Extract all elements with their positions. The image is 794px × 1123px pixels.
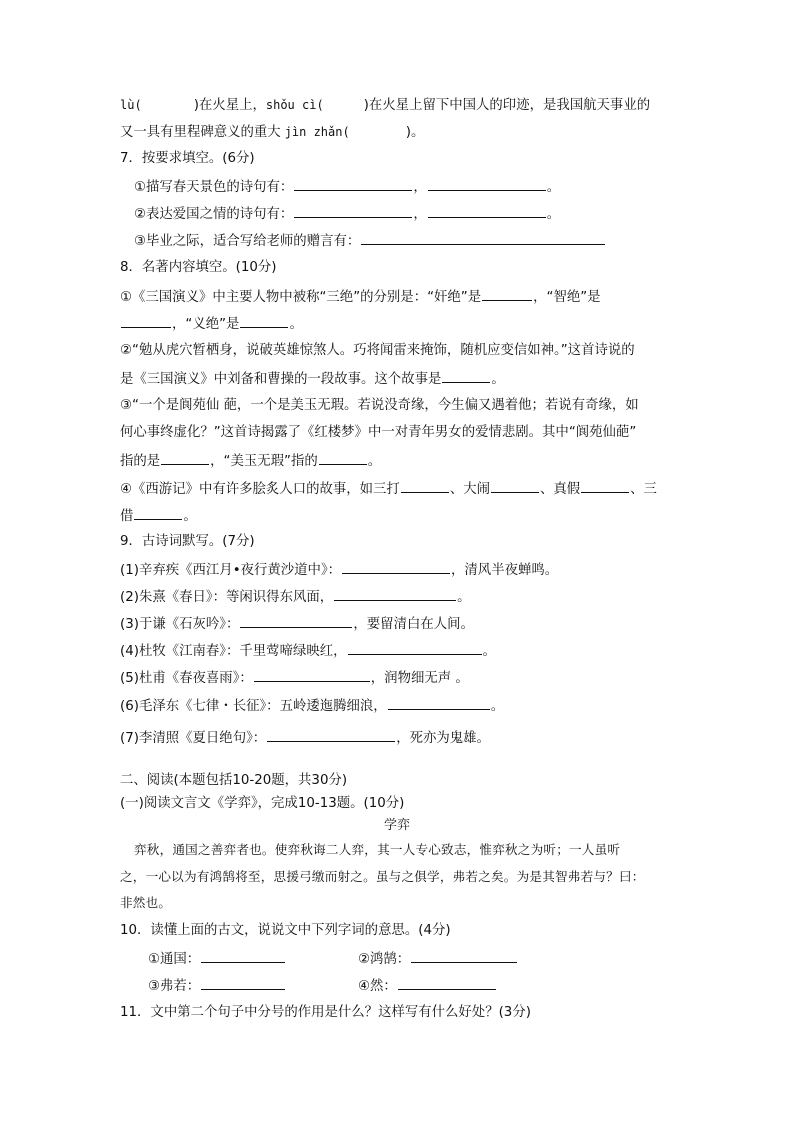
q8-b-line-2 [120,369,505,389]
q10-word-2 [358,949,518,969]
text-segment: 、真假 [540,482,581,497]
punct: 。 [183,509,197,524]
answer-blank[interactable] [267,728,395,742]
q8-c-line-2: 何心事终虚化？”这首诗揭露了《红楼梦》中一对青年男女的爱情悲剧。其中“阆苑仙葩” [120,425,637,440]
q8-a-line-1 [120,287,601,307]
text-segment: (5)杜甫《春夜喜雨》： [120,671,253,686]
q7-item-label: ①描写春天景色的诗句有： [134,180,294,195]
text-segment: 又一具有里程碑意义的重大 [120,125,281,140]
pinyin-jinzhan: jìn zhǎn( [284,125,350,139]
pinyin-shouci: shǒu cì( [265,98,324,112]
text-segment: 指的是 [120,454,161,469]
q7-item-1 [134,177,560,197]
text-segment: 、三 [630,482,657,497]
q9-poem-6 [120,696,504,716]
answer-blank[interactable] [294,204,412,218]
pinyin-lu: lù( [120,98,142,112]
section-2-heading: 二、阅读(本题包括10-20题，共30分) [120,773,348,788]
q9-poem-7 [120,728,490,748]
text-segment: )在火星上留下中国人的印迹，是我国航天事业的 [363,98,651,113]
punct: 。 [546,207,561,222]
question-9-title: 9．古诗词默写。(7分) [120,534,255,549]
text-segment: )在火星上， [193,98,266,113]
text-segment: (2)朱熹《春日》：等闲识得东风面， [120,590,334,605]
text-segment: ②鸿鹄： [358,952,411,967]
q10-word-3 [148,976,286,996]
answer-blank[interactable] [134,506,182,520]
q10-word-1 [148,949,286,969]
answer-blank[interactable] [428,177,546,191]
q9-poem-5 [120,668,469,688]
answer-blank[interactable] [398,976,496,990]
text-segment: ，“智绝”是 [533,290,601,305]
text-segment: 是《三国演义》中刘备和曹操的一段故事。这个故事是 [120,372,442,387]
question-8-title: 8．名著内容填空。(10分) [120,260,277,275]
text-segment: )。 [405,125,425,140]
answer-blank[interactable] [581,479,629,493]
text-segment: (7)李清照《夏日绝句》： [120,731,267,746]
q7-item-label: ③毕业之际，适合写给老师的赠言有： [134,234,361,249]
text-segment: ，“美玉无瑕”指的 [210,454,318,469]
text-segment: ，“义绝”是 [172,317,240,332]
q8-a-line-2 [120,314,303,334]
q7-item-label: ②表达爱国之情的诗句有： [134,207,294,222]
pinyin-line-2 [120,123,424,142]
q7-item-3 [134,231,606,251]
punct: ， [413,207,427,222]
q8-c-line-3 [120,451,381,471]
passage-line-1: 弈秋，通国之善弈者也。使弈秋诲二人弈，其一人专心致志，惟弈秋之为听；一人虽听 [134,842,621,857]
text-segment: ，清风半夜蝉鸣。 [451,563,559,578]
text-segment: ④《西游记》中有许多脍炙人口的故事，如三打 [120,482,400,497]
pinyin-line-1 [120,96,650,115]
punct: 。 [289,317,303,332]
passage-title: 学弈 [383,818,410,833]
passage-line-2: 之，一心以为有鸿鹄将至，思援弓缴而射之。虽与之俱学，弗若之矣。为是其智弗若与？曰： [120,869,645,884]
text-segment: ④然： [358,979,397,994]
answer-blank[interactable] [240,314,288,328]
text-segment: ①《三国演义》中主要人物中被称“三绝”的分别是：“奸绝”是 [120,290,482,305]
answer-blank[interactable] [240,614,352,628]
answer-blank[interactable] [491,479,539,493]
q7-item-2 [134,204,560,224]
answer-blank[interactable] [121,314,171,328]
q9-poem-4 [120,641,496,661]
answer-blank[interactable] [201,949,285,963]
punct: 。 [490,699,505,714]
q8-c-line-1: ③“一个是阆苑仙 葩，一个是美玉无瑕。若说没奇缘，今生偏又遇着他；若说有奇缘，如 [120,398,639,413]
answer-blank[interactable] [482,287,532,301]
text-segment: (6)毛泽东《七律・长征》：五岭逶迤腾细浪， [120,699,387,714]
question-10-title: 10．读懂上面的古文，说说文中下列字词的意思。(4分) [120,923,451,938]
section-2-subheading: (一)阅读文言文《学弈》，完成10-13题。(10分) [120,796,405,811]
answer-blank[interactable] [334,587,456,601]
text-segment: (4)杜牧《江南春》：千里莺啼绿映红， [120,644,347,659]
answer-blank[interactable] [442,369,490,383]
answer-blank[interactable] [401,479,449,493]
text-segment: ，润物细无声 。 [370,671,469,686]
answer-blank[interactable] [411,949,517,963]
punct: 。 [491,372,505,387]
answer-blank[interactable] [161,451,209,465]
q9-poem-1 [120,560,558,580]
text-segment: ③弗若： [148,979,201,994]
answer-blank[interactable] [319,451,367,465]
punct: 。 [482,644,496,659]
question-7-title: 7．按要求填空。(6分) [120,151,255,166]
q8-d-line-1 [120,479,657,499]
q10-word-4 [358,976,497,996]
answer-blank[interactable] [294,177,412,191]
text-segment: (1)辛弃疾《西江月•夜行黄沙道中》： [120,563,342,578]
question-11-title: 11．文中第二个句子中分号的作用是什么？这样写有什么好处？(3分) [120,1005,531,1020]
q8-d-line-2 [120,506,197,526]
punct: 。 [546,180,561,195]
answer-blank[interactable] [348,641,482,655]
q9-poem-3 [120,614,474,634]
q9-poem-2 [120,587,471,607]
answer-blank[interactable] [428,204,546,218]
passage-line-3: 非然也。 [120,895,172,910]
punct: 。 [367,454,382,469]
text-segment: ，死亦为鬼雄。 [396,731,490,746]
answer-blank[interactable] [201,976,285,990]
answer-blank[interactable] [388,696,490,710]
punct: 。 [457,590,471,605]
text-segment: ①通国： [148,952,201,967]
answer-blank[interactable] [342,560,450,574]
answer-blank[interactable] [361,231,605,245]
text-segment: 、大闹 [449,482,490,497]
q8-b-line-1: ②“勉从虎穴暂栖身，说破英雄惊煞人。巧将闻雷来掩饰，随机应变信如神。”这首诗说的 [120,343,635,358]
text-segment: (3)于谦《石灰吟》： [120,617,240,632]
text-segment: 借 [120,509,134,524]
text-segment: ，要留清白在人间。 [353,617,474,632]
answer-blank[interactable] [254,668,370,682]
punct: ， [413,180,427,195]
